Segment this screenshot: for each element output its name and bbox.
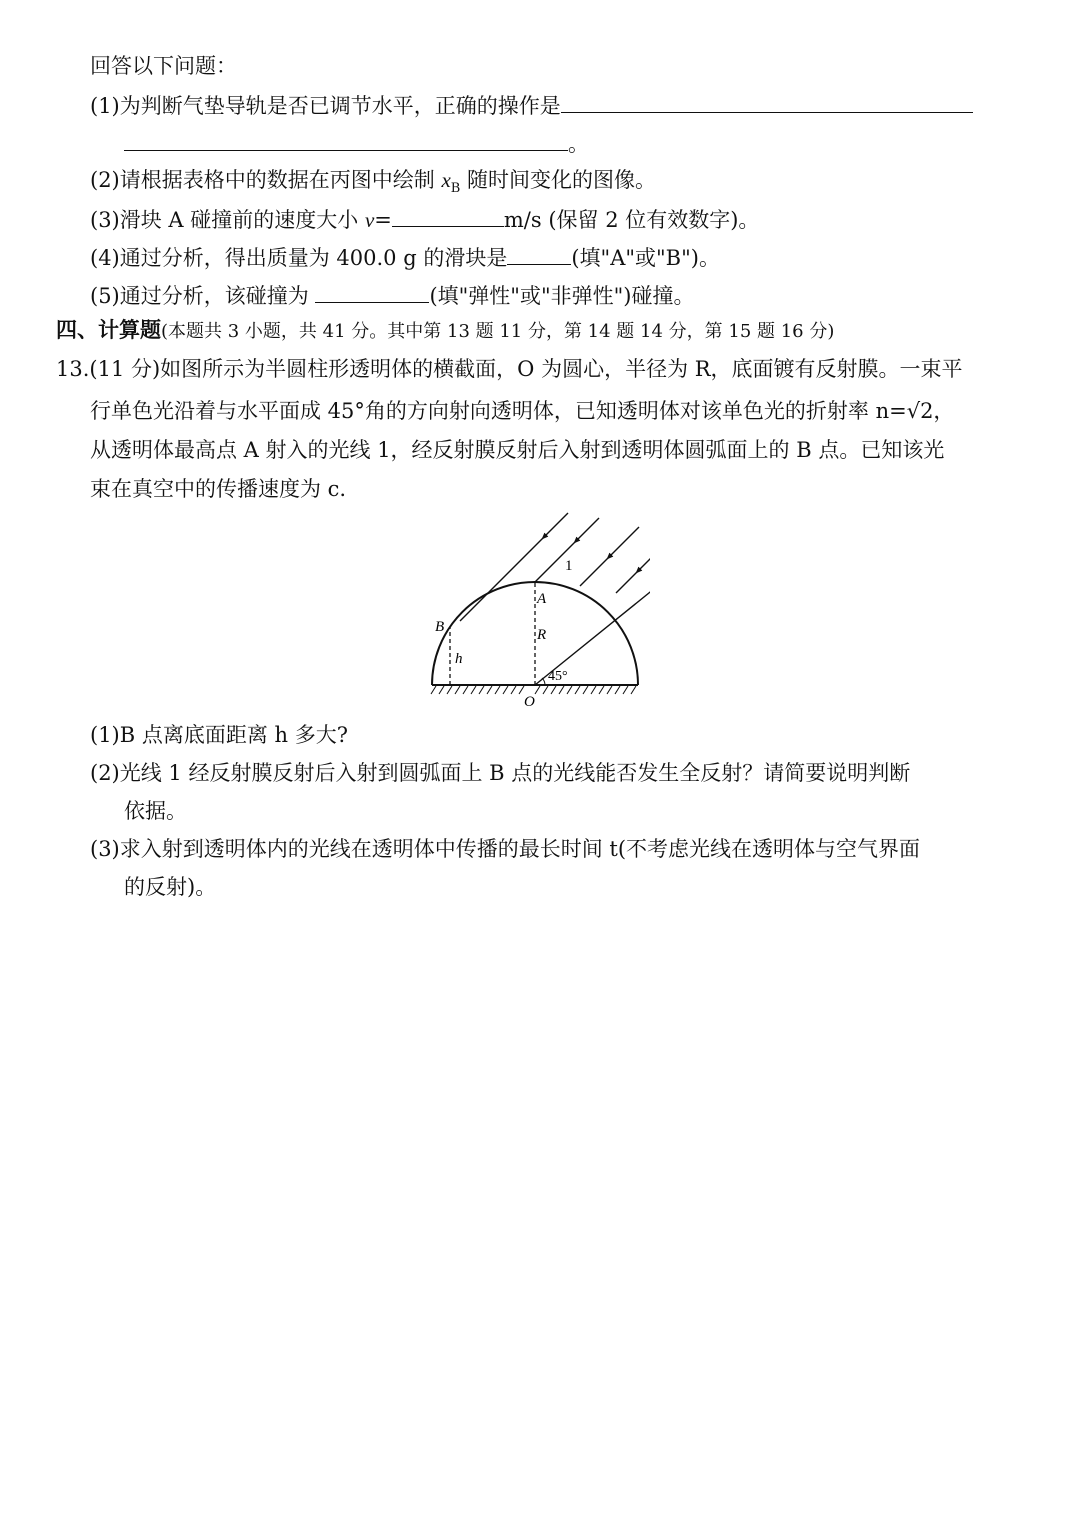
problem-13-line-2: 行单色光沿着与水平面成 45°角的方向射向透明体，已知透明体对该单色光的折射率 n=√2， — [90, 399, 955, 423]
question-3-variable: v — [364, 208, 375, 232]
label-ray-1: 1 — [565, 558, 573, 574]
question-5-text: (5)通过分析，该碰撞为 — [90, 284, 309, 308]
sub-question-3-line-2: 的反射)。 — [124, 875, 217, 899]
question-4-text-end: (填"A"或"B")。 — [571, 246, 720, 270]
answer-blank-1b[interactable] — [124, 128, 568, 151]
problem-13-line-1: 13.(11 分)如图所示为半圆柱形透明体的横截面，O 为圆心，半径为 R，底面镀有反射膜。一束平 — [56, 357, 963, 381]
question-3-equals: = — [374, 208, 392, 232]
section-header — [56, 316, 834, 346]
sub-question-3-line-1: (3)求入射到透明体内的光线在透明体中传播的最长时间 t(不考虑光线在透明体与空气界面 — [90, 837, 921, 861]
sub-question-2-line-2: 依据。 — [124, 799, 187, 823]
reflective-film-hatching — [431, 686, 636, 694]
question-2-text: (2)请根据表格中的数据在丙图中绘制 — [90, 168, 435, 192]
answer-blank-5[interactable] — [315, 280, 429, 303]
question-1-text: (1)为判断气垫导轨是否已调节水平，正确的操作是 — [90, 94, 561, 118]
problem-13-line-4: 束在真空中的传播速度为 c. — [90, 477, 347, 501]
question-4 — [90, 242, 720, 272]
section-note: (本题共 3 小题，共 41 分。其中第 13 题 11 分，第 14 题 14 分，第 15 题 16 分) — [161, 321, 835, 342]
label-45-degrees: 45° — [548, 669, 568, 684]
sub-question-1: (1)B 点离底面距离 h 多大? — [90, 723, 348, 747]
question-5-text-end: (填"弹性"或"非弹性")碰撞。 — [429, 284, 695, 308]
label-B: B — [435, 619, 445, 635]
section-title: 四、计算题 — [56, 317, 161, 342]
sub-question-2-line-1: (2)光线 1 经反射膜反射后入射到圆弧面上 B 点的光线能否发生全反射？请简要说明判断 — [90, 761, 911, 785]
question-5 — [90, 280, 694, 310]
label-O: O — [524, 694, 535, 710]
question-2-variable: x — [441, 168, 451, 192]
label-R: R — [537, 627, 547, 643]
incident-ray-3 — [580, 527, 639, 586]
question-1 — [90, 90, 973, 120]
intro-text: 回答以下问题： — [90, 54, 237, 78]
incident-ray-4 — [616, 549, 650, 593]
problem-13-line-3: 从透明体最高点 A 射入的光线 1，经反射膜反射后入射到透明体圆弧面上的 B 点。已知该光 — [90, 438, 945, 462]
question-4-text: (4)通过分析，得出质量为 400.0 g 的滑块是 — [90, 246, 508, 270]
question-2 — [90, 166, 656, 203]
question-2-subscript: B — [450, 181, 461, 197]
semicircle-diagram — [420, 505, 650, 710]
question-3-text-end: m/s (保留 2 位有效数字)。 — [503, 208, 760, 232]
label-h: h — [455, 651, 463, 667]
question-1-continued — [124, 128, 589, 158]
incident-ray-1 — [460, 513, 568, 621]
question-3 — [90, 204, 759, 234]
answer-blank-4[interactable] — [507, 242, 571, 265]
answer-blank-3[interactable] — [392, 204, 504, 227]
question-2-text-end: 随时间变化的图像。 — [467, 168, 657, 192]
question-3-text: (3)滑块 A 碰撞前的速度大小 — [90, 208, 359, 232]
label-A: A — [537, 591, 547, 607]
question-1-end: 。 — [568, 132, 589, 156]
angle-arc — [542, 678, 545, 685]
answer-blank-1a[interactable] — [561, 90, 973, 113]
